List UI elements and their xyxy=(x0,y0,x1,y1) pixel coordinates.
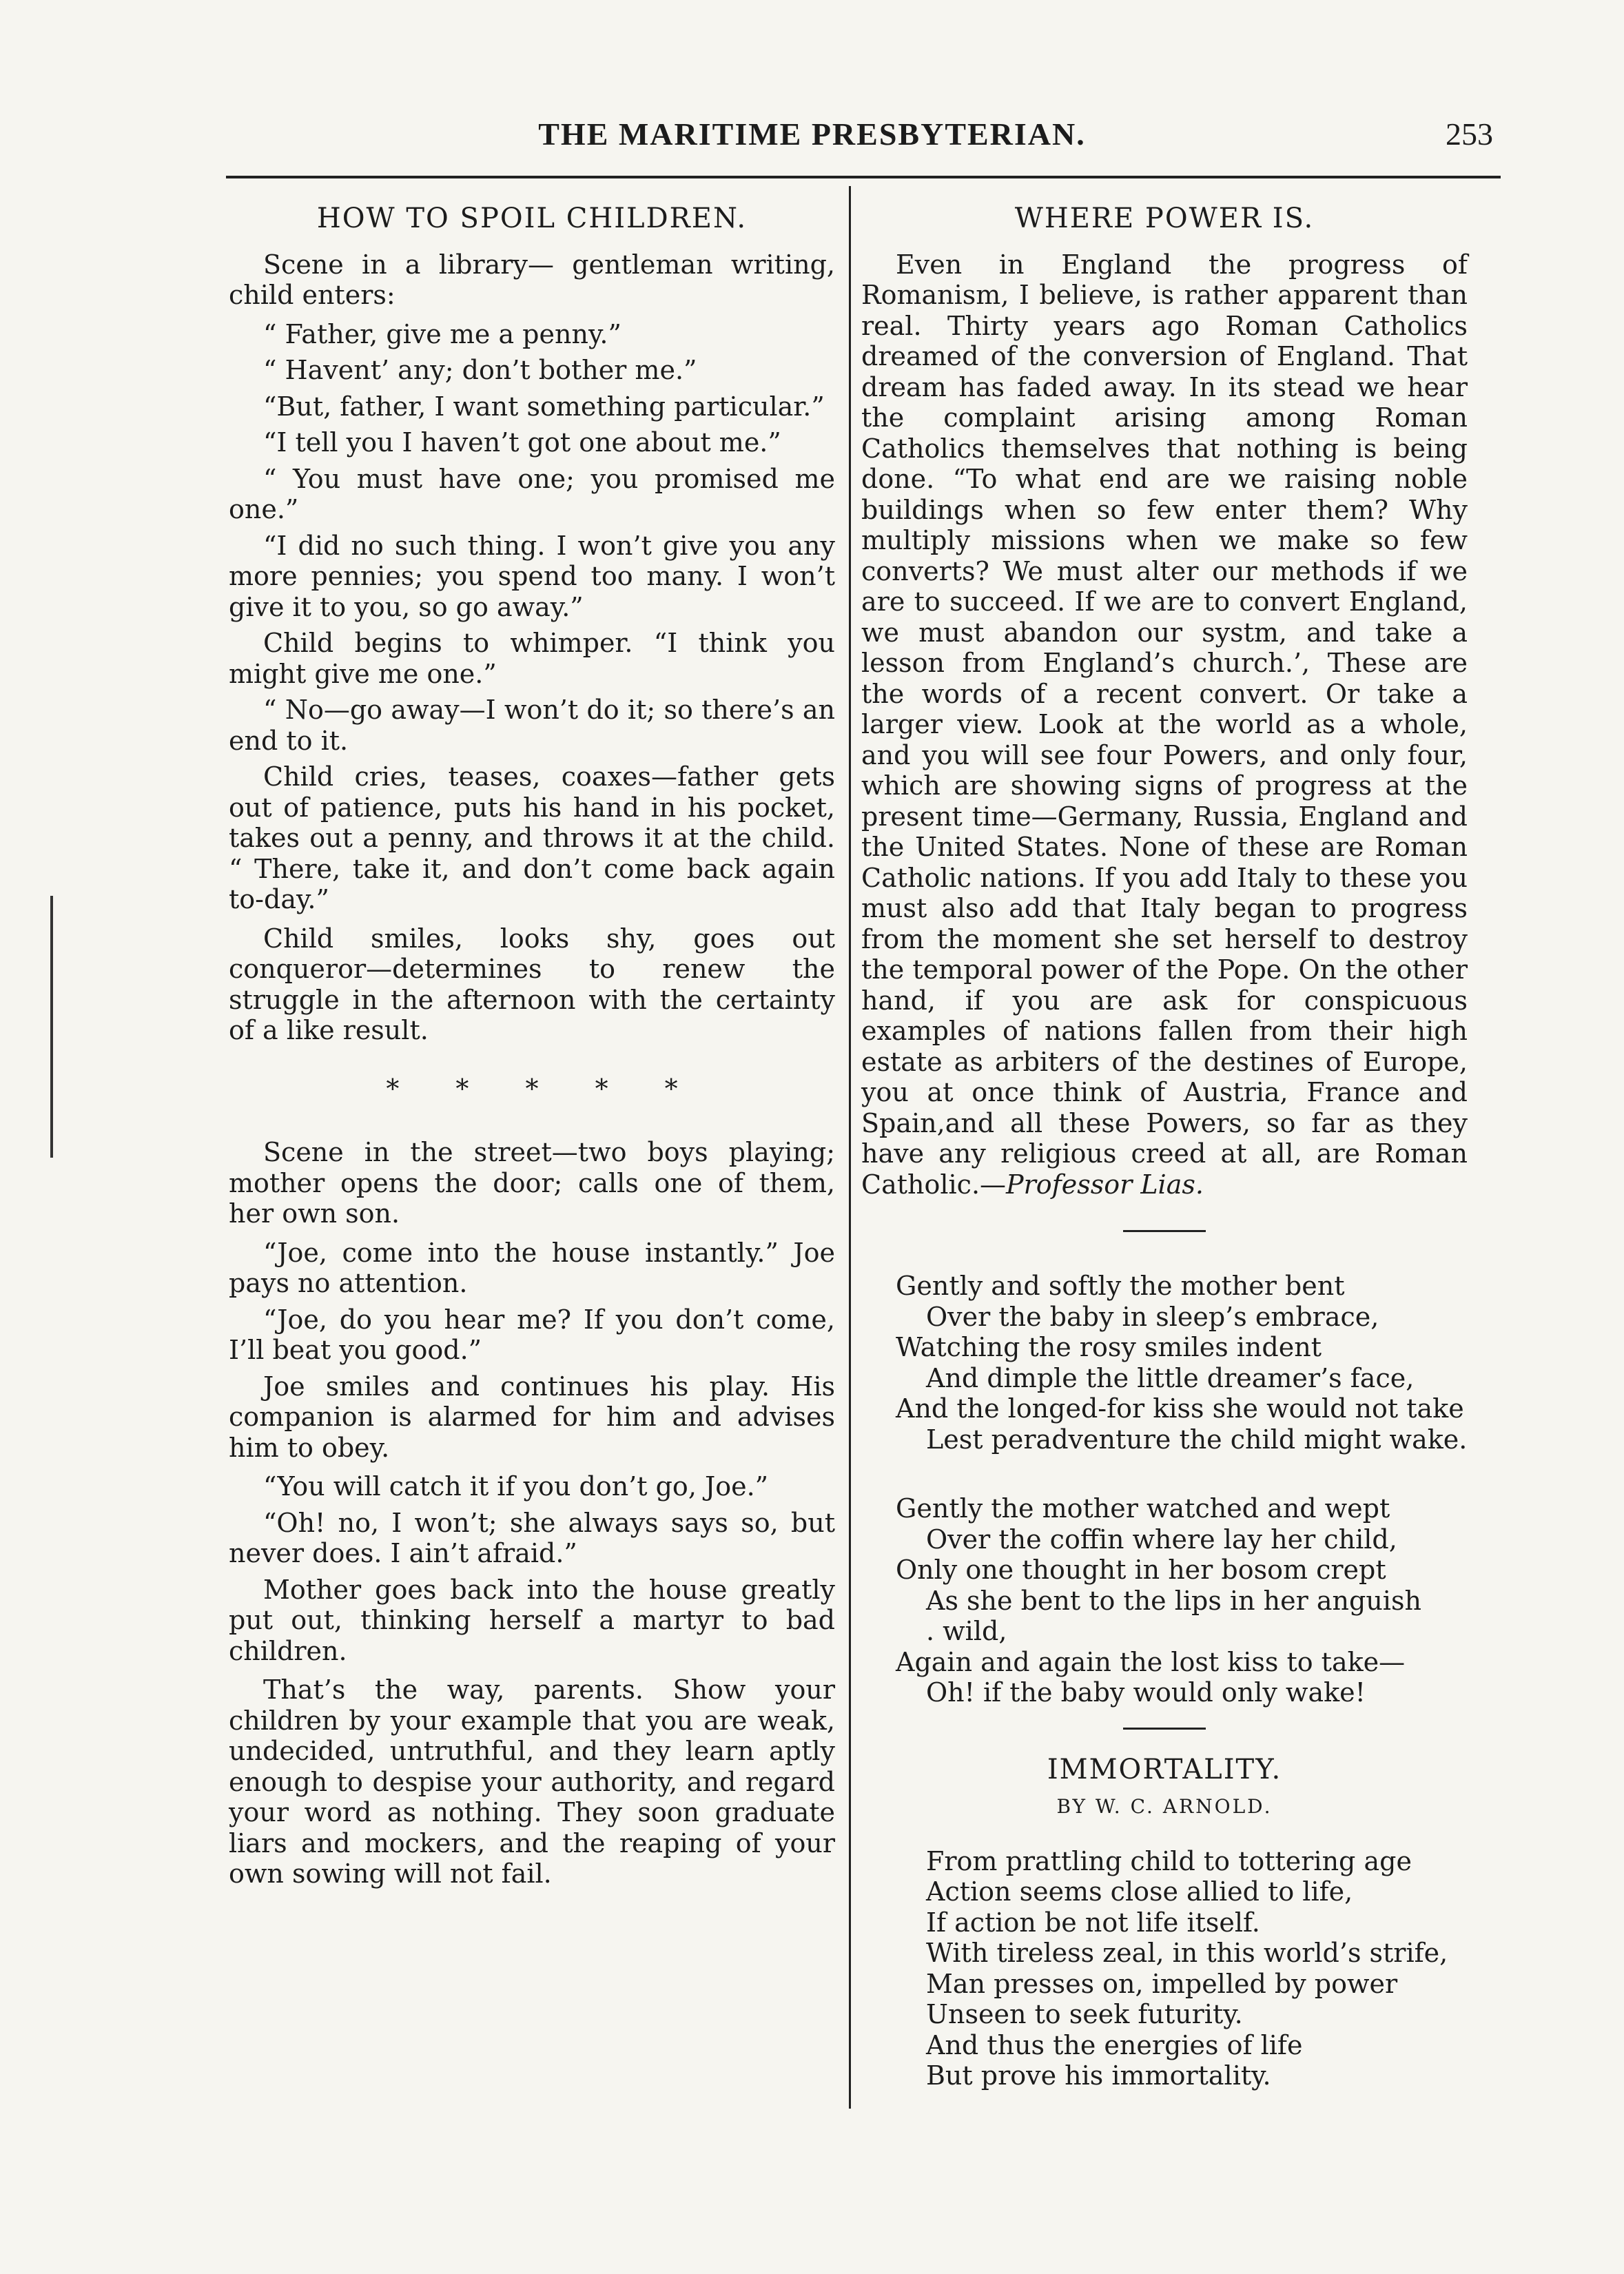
header-rule xyxy=(226,176,1501,178)
poem-line: If action be not life itself. xyxy=(926,1907,1260,1938)
poem-line: . wild, xyxy=(926,1616,1007,1646)
paragraph: Child begins to whimper. “I think you might give me one.” xyxy=(229,628,835,689)
paragraph: “Joe, come into the house instantly.” Joe pays no attention. xyxy=(229,1237,835,1298)
paragraph: “ You must have one; you promised me one.” xyxy=(229,463,835,524)
paragraph: “ Havent’ any; don’t bother me.” xyxy=(263,355,697,385)
article-title-immortality: IMMORTALITY. xyxy=(1047,1753,1282,1785)
right-column xyxy=(861,203,1468,2091)
running-head: THE MARITIME PRESBYTERIAN. xyxy=(538,116,1086,152)
poem-line: And the longed-for kiss she would not take xyxy=(896,1393,1464,1424)
poem-line: Gently the mother watched and wept xyxy=(896,1493,1390,1524)
poem-line: But prove his immortality. xyxy=(926,2060,1271,2091)
poem-line: Only one thought in her bosom crept xyxy=(896,1555,1386,1585)
paragraph: “I tell you I haven’t got one about me.” xyxy=(263,427,781,458)
article-body: Even in England the progress of Romanism, I believe, is rather apparent than real. Thirty years ago Roman Catholics dreamed of the conversion of England. That dream has faded away. In its stead we hear the complaint arising among Roman Catholics themselves that nothing is being done. “To what end are we raising noble buildings when so few enter them? Why multiply missions when we make so few converts? We must alter our methods if we are to succeed. If we are to convert England, we must abandon our systm, and take a lesson from England’s church.’, These are the words of a recent convert. Or take a larger view. Look at the world as a whole, and you will see four Powers, and only four, which are showing signs of progress at the present time—Germany, Russia, England and the United States. None of these are Roman Catholic nations. If you add Italy to these you must also add that Italy began to progress from the moment she set herself to destroy the temporal power of the Pope. On the other hand, if you are ask for conspicuous examples of nations fallen from their high estate as arbiters of the destines of Europe, you at once think of Austria, France and Spain,and all these Powers, so far as they have any religious creed at all, are Roman Catholic.— xyxy=(861,249,1468,1200)
poem-line: From prattling child to tottering age xyxy=(926,1845,1412,1876)
poem-stanza-2 xyxy=(861,1493,1468,1708)
paragraph: Joe smiles and continues his play. His companion is alarmed for him and advises him to obey. xyxy=(229,1371,835,1463)
poem-line: Over the coffin where lay her child, xyxy=(926,1524,1397,1555)
left-column xyxy=(229,203,835,1898)
poem-line: Over the baby in sleep’s embrace, xyxy=(926,1301,1379,1332)
attribution: Professor Lias. xyxy=(1006,1169,1204,1200)
poem-line: Gently and softly the mother bent xyxy=(896,1271,1345,1301)
poem-line: And dimple the little dreamer’s face, xyxy=(926,1362,1415,1393)
poem-line: Unseen to seek futurity. xyxy=(926,1999,1243,2029)
poem-line: Lest peradventure the child might wake. xyxy=(926,1424,1468,1455)
paragraph: “ No—go away—I won’t do it; so there’s an end to it. xyxy=(229,695,835,756)
poem-line: Watching the rosy smiles indent xyxy=(896,1332,1322,1362)
poem-line: Again and again the lost kiss to take— xyxy=(896,1646,1406,1677)
paragraph: “Joe, do you hear me? If you don’t come, I’ll beat you good.” xyxy=(229,1304,835,1365)
paragraph: “But, father, I want something particular.” xyxy=(263,391,825,422)
paragraph: Scene in a library— gentleman writing, child enters: xyxy=(229,249,835,310)
paragraph: Child cries, teases, coaxes—father gets out of patience, puts his hand in his pocket, takes out a penny, and throws it at the child. “ There, take it, and don’t come back again to-day.” xyxy=(229,761,835,914)
article-title-spoil-children: HOW TO SPOIL CHILDREN. xyxy=(316,203,748,234)
divider xyxy=(1123,1728,1206,1730)
paragraph: “You will catch it if you don’t go, Joe.” xyxy=(263,1471,769,1502)
page-number: 253 xyxy=(1446,116,1493,152)
paragraph: “ Father, give me a penny.” xyxy=(263,318,621,349)
byline: BY W. C. ARNOLD. xyxy=(1056,1795,1273,1818)
margin-marks xyxy=(48,896,55,1171)
paragraph xyxy=(861,249,1468,1200)
poem-immortality xyxy=(861,1846,1468,2091)
paragraph: Scene in the street—two boys playing; mother opens the door; calls one of them, her own son. xyxy=(229,1137,835,1229)
paragraph: Mother goes back into the house greatly put out, thinking herself a martyr to bad children. xyxy=(229,1574,835,1666)
poem-line: And thus the energies of life xyxy=(926,2029,1303,2060)
poem-line: As she bent to the lips in her anguish xyxy=(926,1585,1421,1616)
poem-stanza-1 xyxy=(861,1271,1468,1455)
poem-line: Oh! if the baby would only wake! xyxy=(926,1677,1366,1708)
paragraph: “Oh! no, I won’t; she always says so, but never does. I ain’t afraid.” xyxy=(229,1507,835,1568)
poem-line: With tireless zeal, in this world’s strife, xyxy=(926,1938,1448,1968)
article-title-where-power-is: WHERE POWER IS. xyxy=(1014,203,1315,234)
paragraph: Child smiles, looks shy, goes out conqueror—determines to renew the struggle in the afternoon with the certainty of a like result. xyxy=(229,923,835,1045)
column-divider xyxy=(849,186,851,2109)
section-break: * * * * * xyxy=(386,1073,678,1104)
divider xyxy=(1123,1230,1206,1232)
paragraph: That’s the way, parents. Show your children by your example that you are weak, undecided, untruthful, and they learn aptly enough to despise your authority, and regard your word as nothing. They soon graduate liars and mockers, and the reaping of your own sowing will not fail. xyxy=(229,1674,835,1889)
poem-line: Action seems close allied to life, xyxy=(926,1876,1353,1907)
paragraph: “I did no such thing. I won’t give you any more pennies; you spend too many. I won’t give it to you, so go away.” xyxy=(229,530,835,622)
poem-line: Man presses on, impelled by power xyxy=(926,1968,1398,1999)
